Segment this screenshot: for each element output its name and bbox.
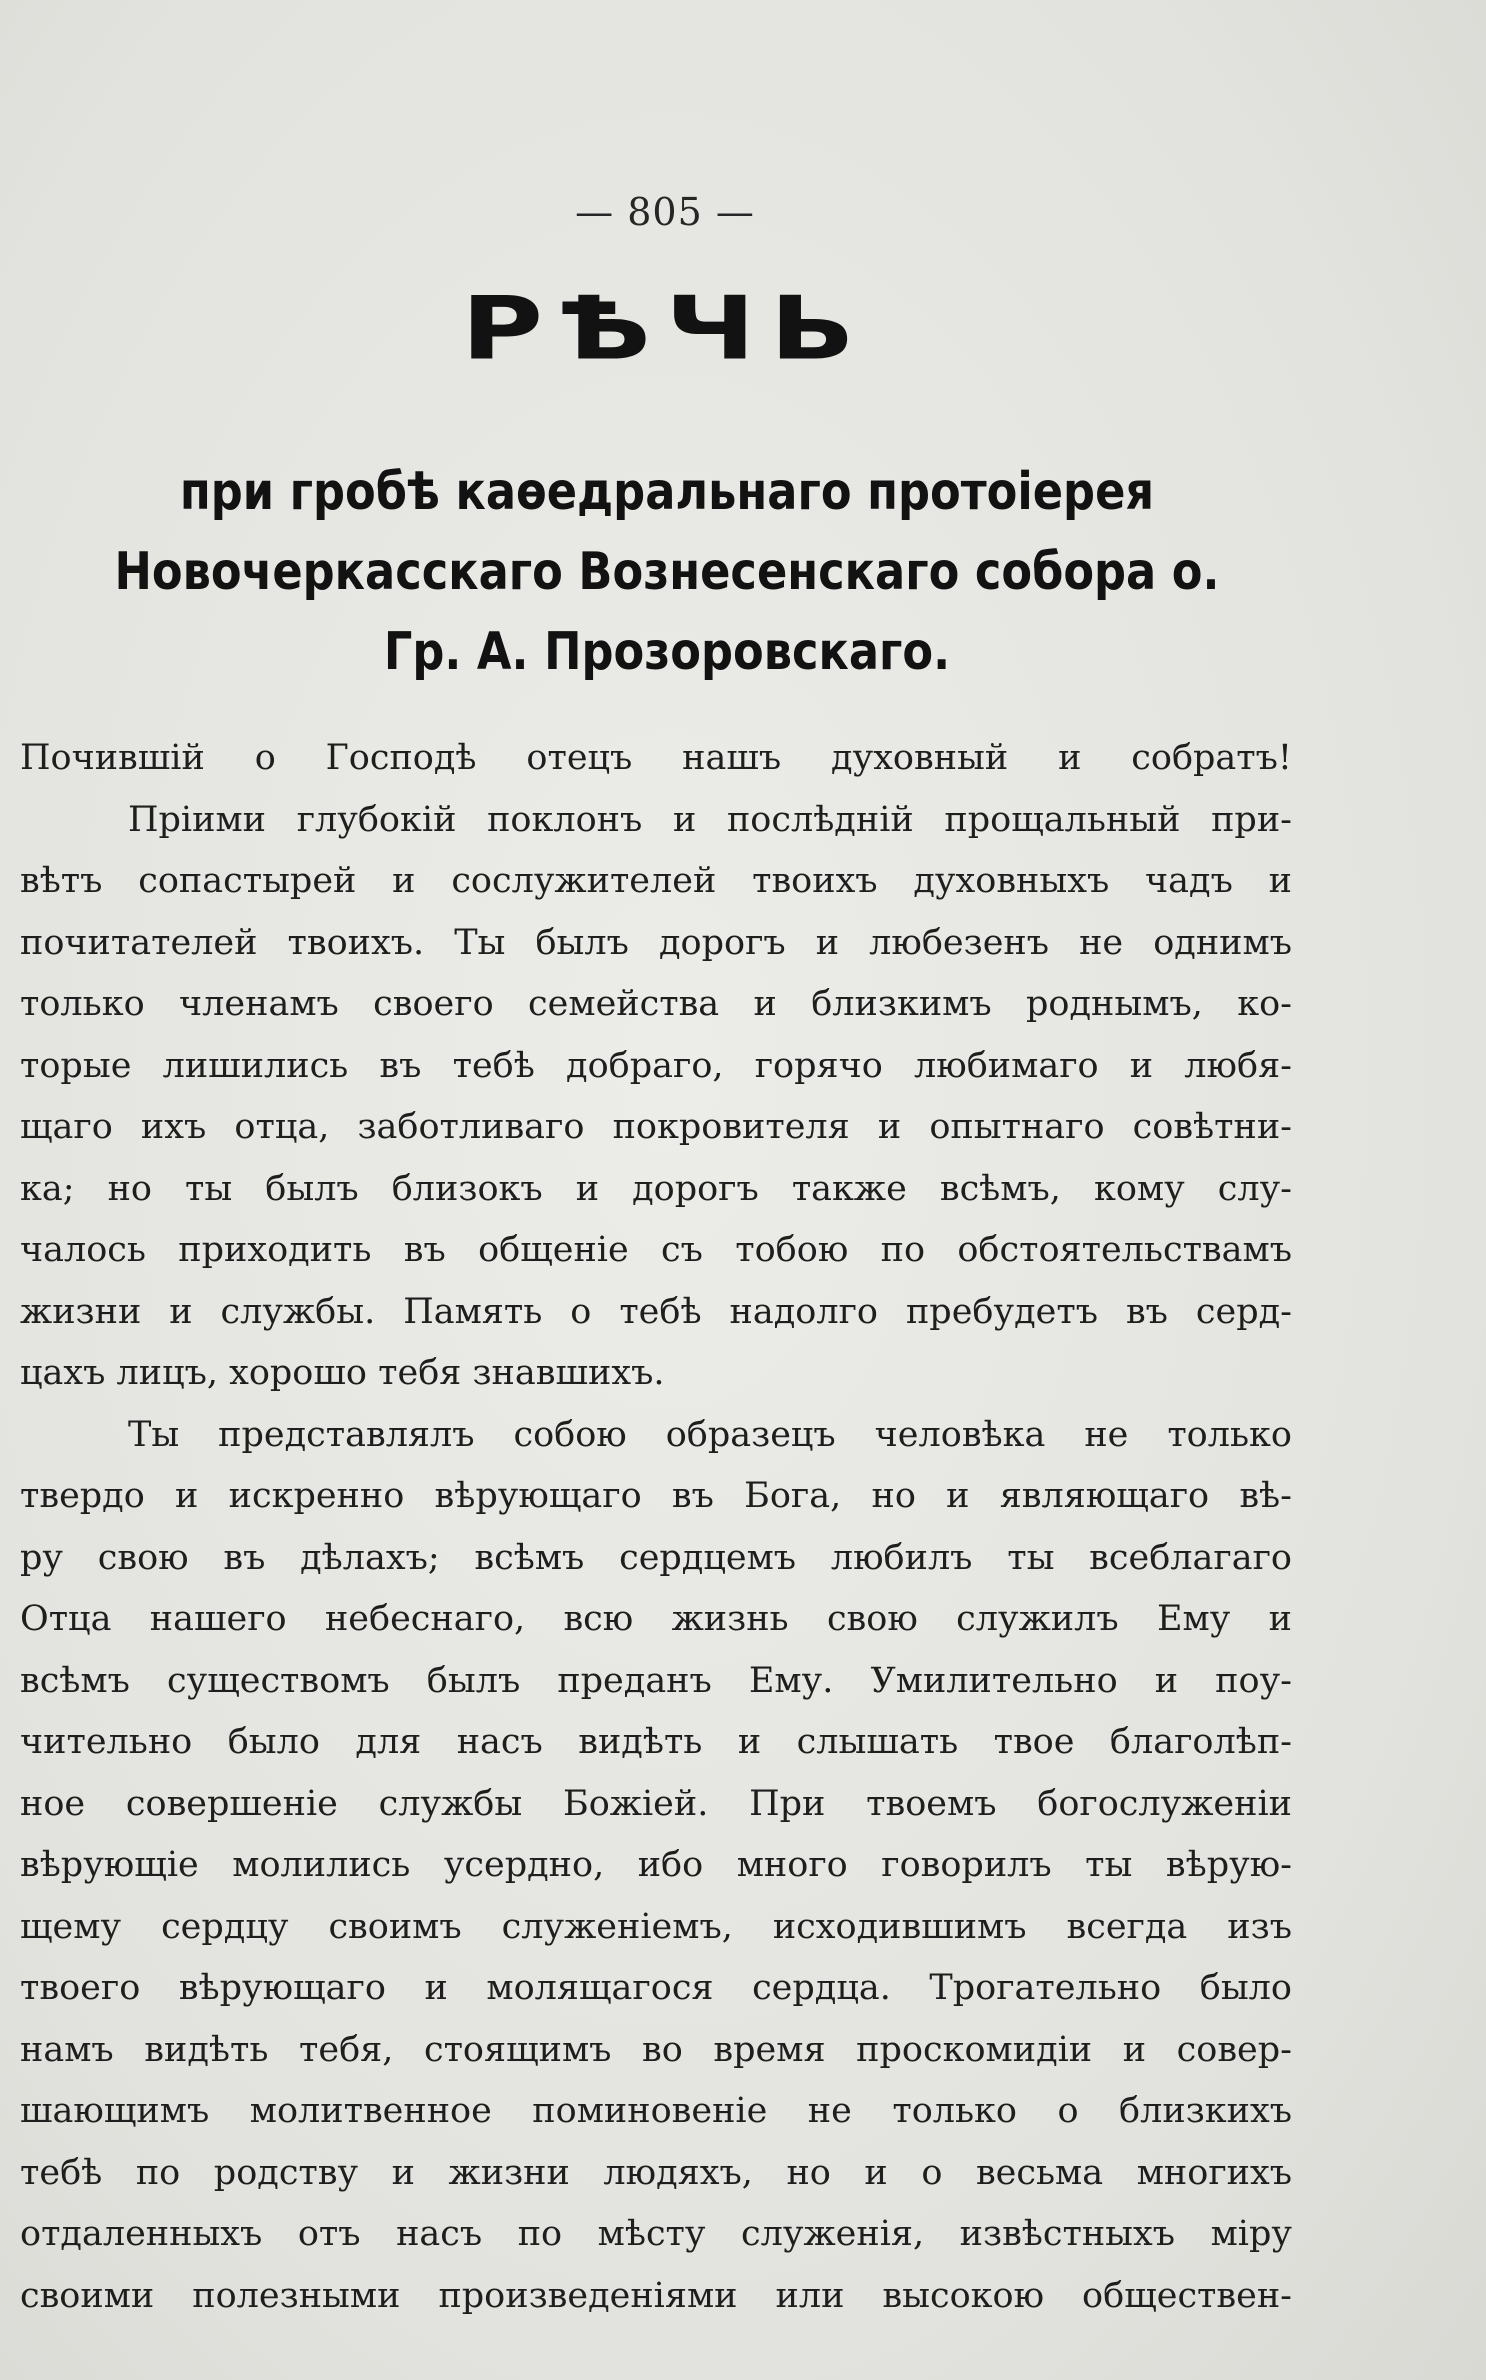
text-line: отдаленныхъ отъ насъ по мѣсту служенія, извѣстныхъ міру bbox=[20, 2214, 1292, 2254]
text-line: торые лишились въ тебѣ добраго, горячо любимаго и любя- bbox=[20, 1045, 1292, 1086]
text-line: ру свою въ дѣлахъ; всѣмъ сердцемъ любилъ ты всеблагаго bbox=[20, 1537, 1292, 1578]
text-line: ное совершеніе службы Божіей. При твоемъ богослуженіи bbox=[20, 1783, 1292, 1824]
text-line: всѣмъ существомъ былъ преданъ Ему. Умилительно и поу- bbox=[20, 1660, 1292, 1701]
text-line: Пріими глубокій поклонъ и послѣдній прощальный при- bbox=[128, 799, 1292, 840]
text-line: ка; но ты былъ близокъ и дорогъ также всѣмъ, кому слу- bbox=[20, 1168, 1292, 1209]
text-line: вѣтъ сопастырей и сослужителей твоихъ духовныхъ чадъ и bbox=[20, 861, 1292, 901]
text-line: жизни и службы. Память о тебѣ надолго пребудетъ въ серд- bbox=[20, 1291, 1292, 1332]
text-line: тебѣ по родству и жизни людяхъ, но и о весьма многихъ bbox=[20, 2152, 1292, 2193]
text-line: цахъ лицъ, хорошо тебя знавшихъ. bbox=[20, 1353, 665, 1393]
text-line: чительно было для насъ видѣть и слышать твое благолѣп- bbox=[20, 1722, 1292, 1762]
text-line: Ты представлялъ собою образецъ человѣка не только bbox=[128, 1414, 1292, 1455]
text-line: Отца нашего небеснаго, всю жизнь свою служилъ Ему и bbox=[20, 1599, 1292, 1639]
text-line: твердо и искренно вѣрующаго въ Бога, но и являющаго вѣ- bbox=[20, 1476, 1292, 1516]
speech-subtitle: при гробѣ каѳедральнаго протоіерея Новочеркасскаго Вознесенскаго собора о. Гр. А. Прозоровскаго. bbox=[114, 462, 1220, 682]
page-number: — 805 — bbox=[575, 190, 755, 234]
text-line: щему сердцу своимъ служеніемъ, исходившимъ всегда изъ bbox=[20, 1906, 1292, 1947]
text-line: почитателей твоихъ. Ты былъ дорогъ и любезенъ не однимъ bbox=[20, 922, 1292, 963]
text-line: Почившій о Господѣ отецъ нашъ духовный и собратъ! bbox=[20, 738, 1292, 778]
body-text bbox=[20, 728, 1292, 2327]
text-line: только членамъ своего семейства и близкимъ роднымъ, ко- bbox=[20, 984, 1292, 1024]
text-line: щаго ихъ отца, заботливаго покровителя и опытнаго совѣтни- bbox=[20, 1107, 1292, 1147]
text-line: вѣрующіе молились усердно, ибо много говорилъ ты вѣрую- bbox=[20, 1845, 1292, 1885]
text-line: чалось приходить въ общеніе съ тобою по обстоятельствамъ bbox=[20, 1230, 1292, 1270]
text-line: шающимъ молитвенное поминовеніе не только о близкихъ bbox=[20, 2091, 1292, 2131]
text-line: твоего вѣрующаго и молящагося сердца. Трогательно было bbox=[20, 1968, 1292, 2008]
text-line: своими полезными произведеніями или высокою обществен- bbox=[20, 2275, 1292, 2316]
speech-heading: РѢЧЬ bbox=[460, 278, 870, 380]
text-line: намъ видѣть тебя, стоящимъ во время проскомидіи и совер- bbox=[20, 2029, 1292, 2070]
